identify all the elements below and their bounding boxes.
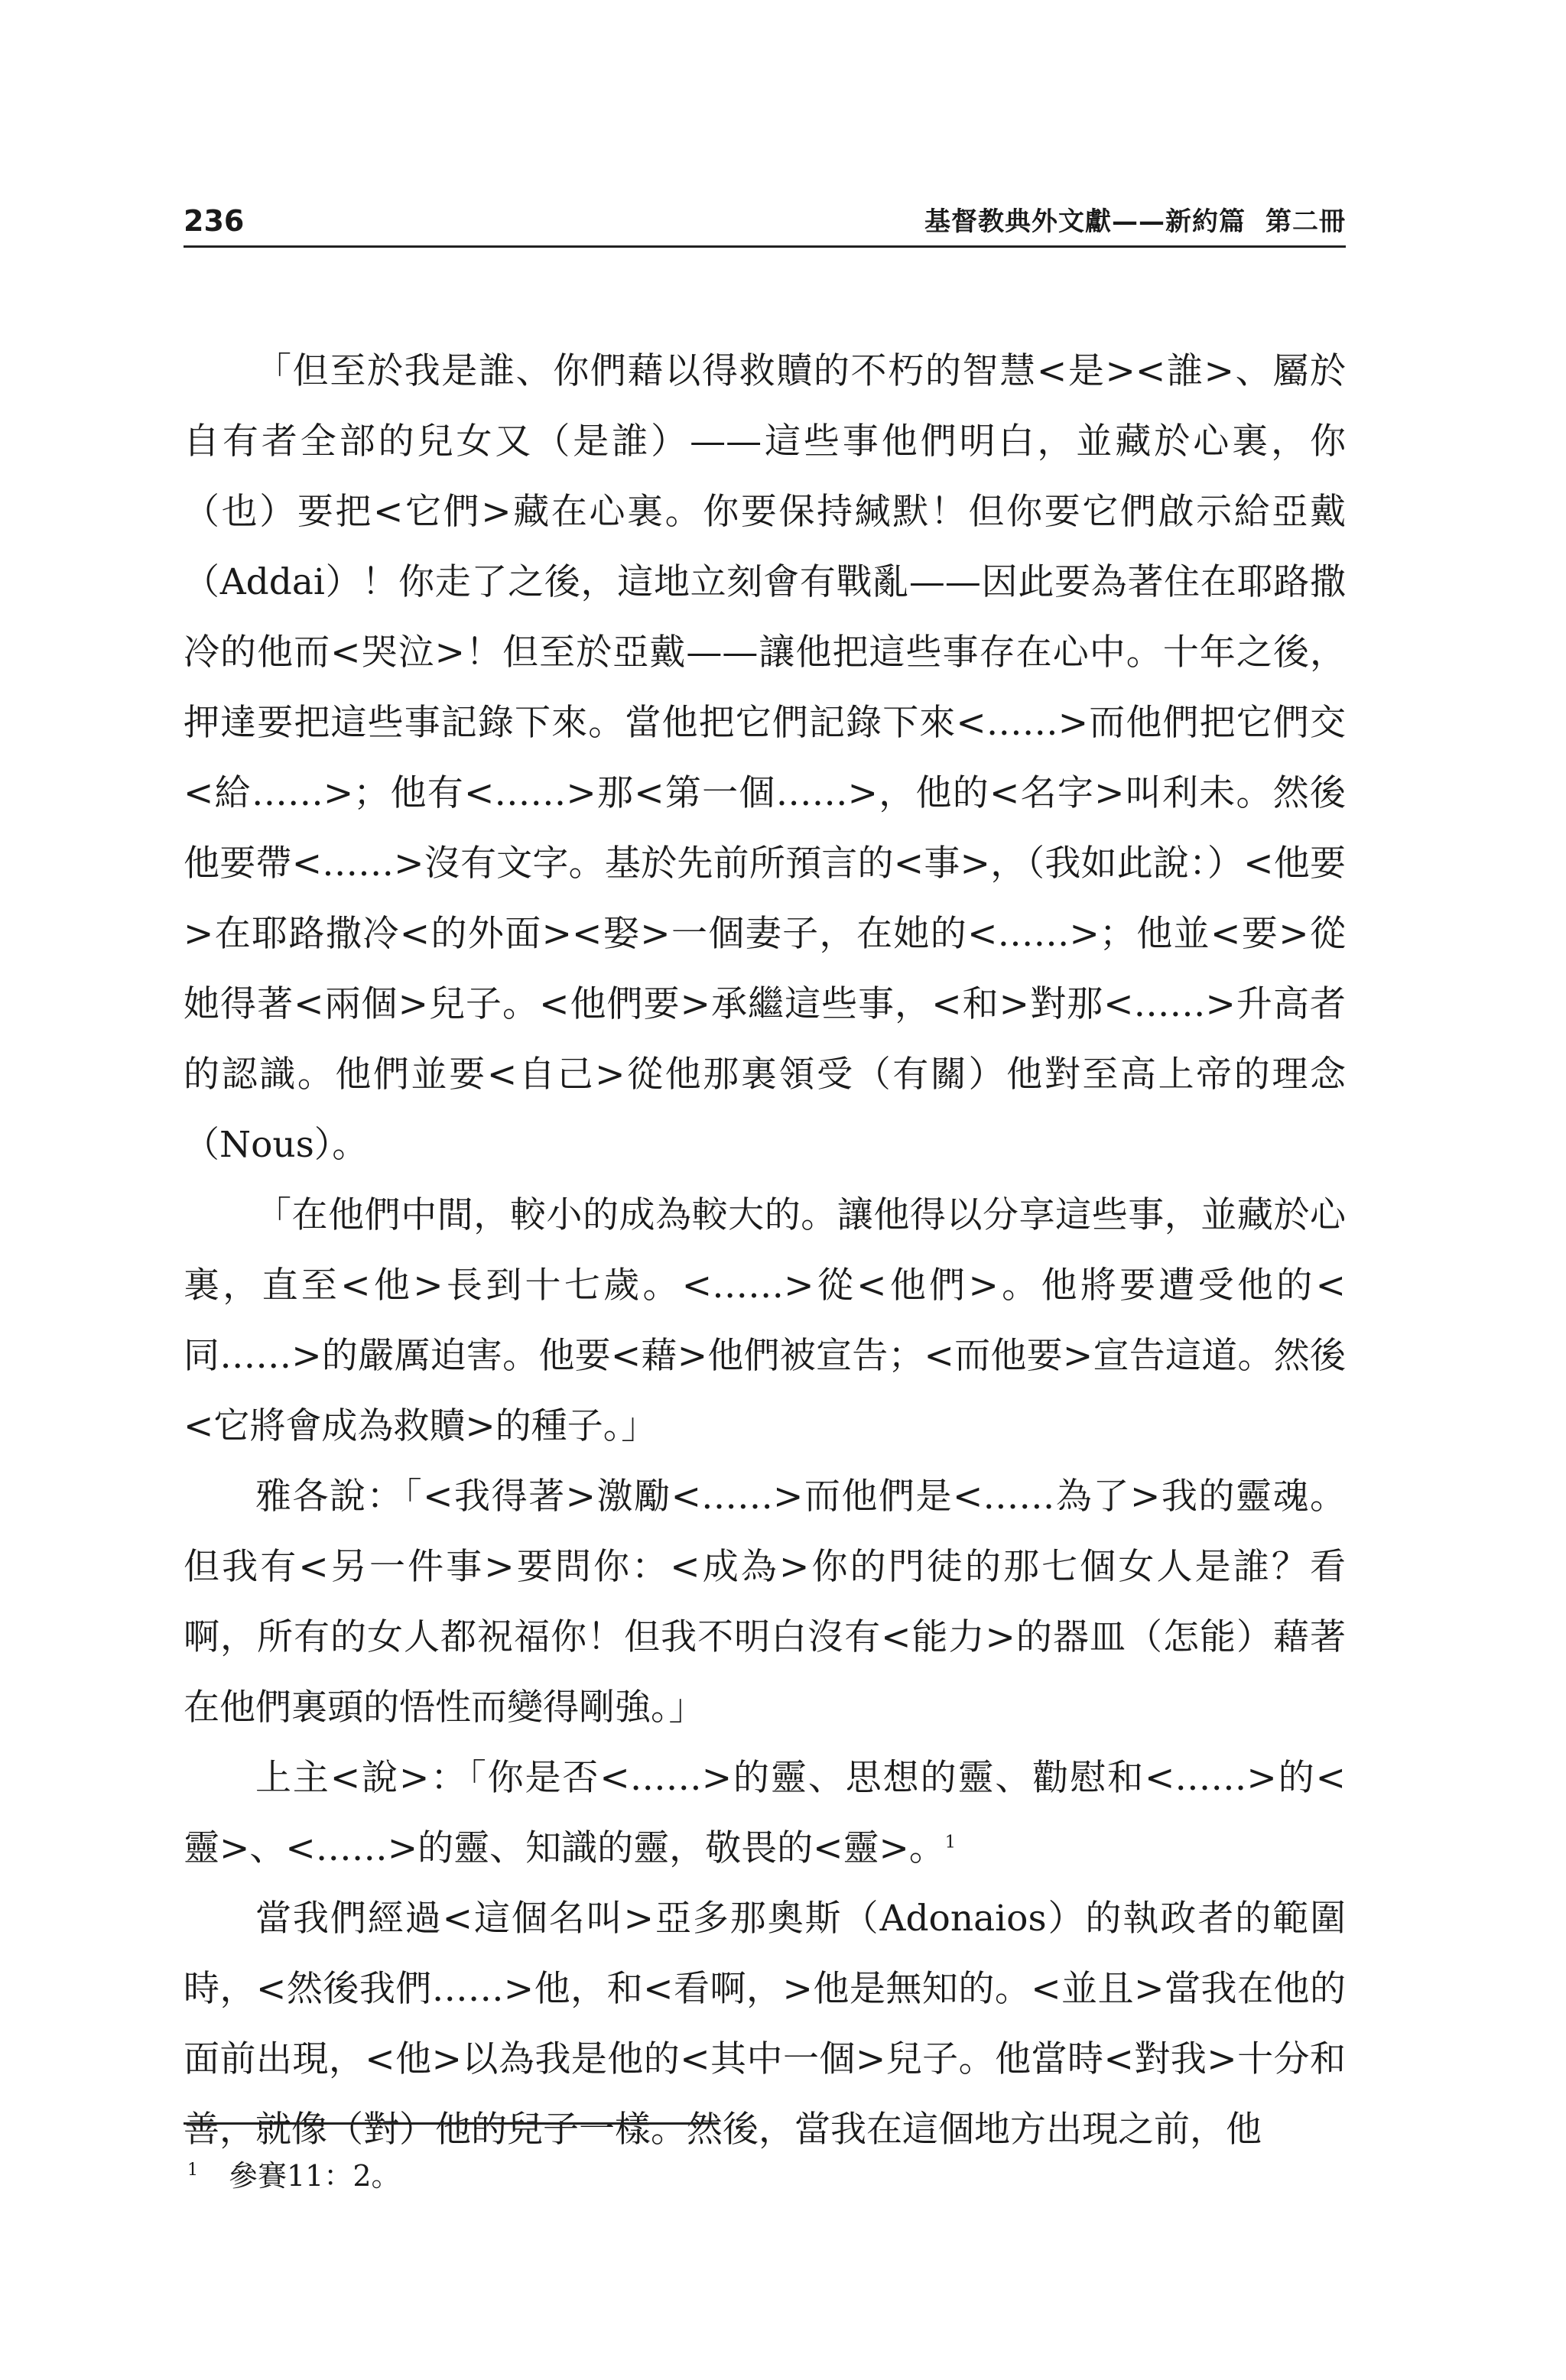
paragraph-4 — [184, 1743, 1346, 1884]
footnote — [187, 2152, 401, 2194]
paragraph-1: 「但至於我是誰、你們藉以得救贖的不朽的智慧<是><誰>、屬於自有者全部的兒女又（是誰）——這些事他們明白，並藏於心裏，你（也）要把<它們>藏在心裏。你要保持緘默！但你要它們啟示給亞戴（Addai）！你走了之後，這地立刻會有戰亂——因此要為著住在耶路撒冷的他而<哭泣>！但至於亞戴——讓他把這些事存在心中。十年之後，押達要把這些事記錄下來。當他把它們記錄下來<……>而他們把它們交<給……>；他有<……>那<第一個……>，他的<名字>叫利未。然後他要帶<……>沒有文字。基於先前所預言的<事>，（我如此說：）<他要>在耶路撒冷<的外面><娶>一個妻子，在她的<……>；他並<要>從她得著<兩個>兒子。<他們要>承繼這些事，<和>對那<……>升高者的認識。他們並要<自己>從他那裏領受（有關）他對至高上帝的理念（Nous）。 — [184, 350, 1346, 1166]
footnote-reference[interactable]: 1 — [944, 1833, 956, 1852]
volume-label: 第二冊 — [1265, 206, 1346, 237]
paragraph-2: 「在他們中間，較小的成為較大的。讓他得以分享這些事，並藏於心裏，直至<他>長到十七歲。<……>從<他們>。他將要遭受他的<同……>的嚴厲迫害。他要<藉>他們被宣告；<而他要>宣告這道。然後<它將會成為救贖>的種子。」 — [184, 1194, 1346, 1447]
footnote-marker: 1 — [187, 2161, 198, 2180]
running-title — [924, 200, 1346, 238]
main-text — [184, 336, 1346, 2165]
book-title: 基督教典外文獻——新約篇 — [924, 206, 1246, 237]
running-header — [184, 200, 1346, 248]
paragraph-5: 當我們經過<這個名叫>亞多那奧斯（Adonaios）的執政者的範圍時，<然後我們……>他，和<看啊，>他是無知的。<並且>當我在他的面前出現，<他>以為我是他的<其中一個>兒子。他當時<對我>十分和善，就像（對）他的兒子一樣。然後，當我在這個地方出現之前，他 — [184, 1898, 1346, 2151]
paragraph-4-text: 上主<說>：「你是否<……>的靈、思想的靈、勸慰和<……>的<靈>、<……>的靈、知識的靈，敬畏的<靈>。 — [184, 1757, 1346, 1869]
footnote-text: 參賽11：2。 — [229, 2159, 401, 2193]
footnote-divider — [184, 2122, 719, 2125]
page-number: 236 — [184, 204, 245, 238]
paragraph-3: 雅各說：「<我得著>激勵<……>而他們是<……為了>我的靈魂。但我有<另一件事>要問你：<成為>你的門徒的那七個女人是誰？看啊，所有的女人都祝福你！但我不明白沒有<能力>的器皿（怎能）藉著在他們裏頭的悟性而變得剛強。」 — [184, 1476, 1346, 1729]
